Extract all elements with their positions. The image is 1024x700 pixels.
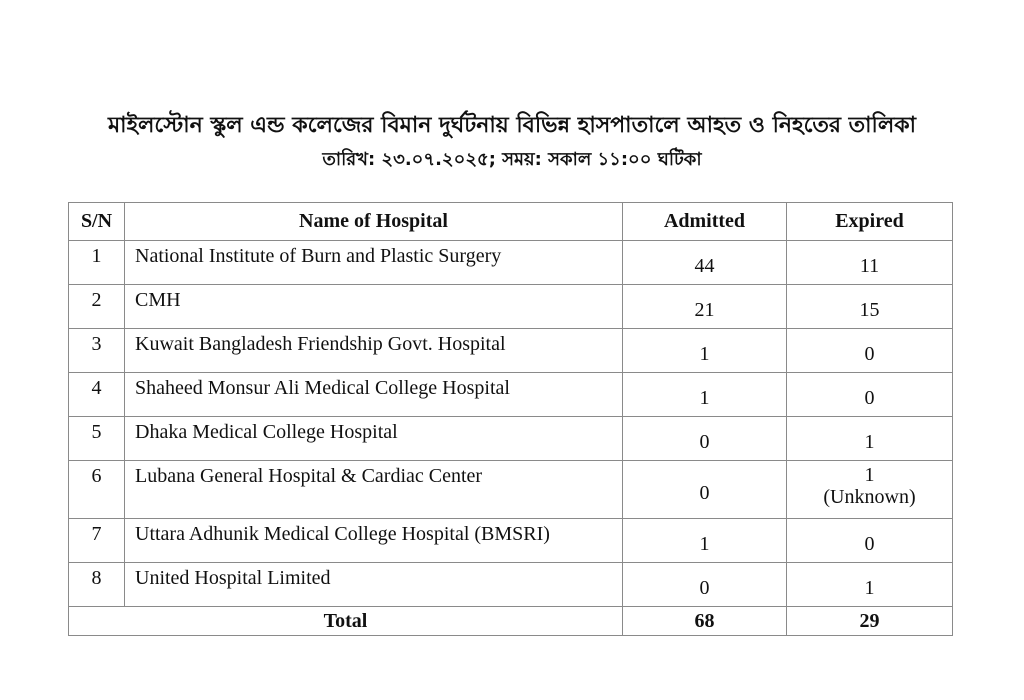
cell-expired: 1 — [787, 563, 953, 607]
cell-expired: 0 — [787, 373, 953, 417]
cell-sn: 1 — [69, 241, 125, 285]
cell-expired: 11 — [787, 241, 953, 285]
total-row — [69, 607, 953, 636]
cell-hospital-name: Lubana General Hospital & Cardiac Center — [125, 461, 623, 519]
cell-hospital-name: National Institute of Burn and Plastic Surgery — [125, 241, 623, 285]
table-row — [69, 417, 953, 461]
table-row — [69, 461, 953, 519]
table-row — [69, 285, 953, 329]
cell-admitted: 44 — [623, 241, 787, 285]
cell-admitted: 21 — [623, 285, 787, 329]
total-expired: 29 — [787, 607, 953, 636]
table-row — [69, 563, 953, 607]
table-row — [69, 519, 953, 563]
cell-sn: 3 — [69, 329, 125, 373]
cell-sn: 2 — [69, 285, 125, 329]
column-header-sn: S/N — [69, 203, 125, 241]
document-date-time: তারিখ: ২৩.০৭.২০২৫; সময়: সকাল ১১:০০ ঘটিকা — [322, 149, 702, 170]
cell-admitted: 1 — [623, 373, 787, 417]
cell-hospital-name: Shaheed Monsur Ali Medical College Hospital — [125, 373, 623, 417]
table-header-row — [69, 203, 953, 241]
cell-sn: 4 — [69, 373, 125, 417]
casualty-table — [68, 202, 953, 636]
cell-admitted: 0 — [623, 563, 787, 607]
total-label: Total — [69, 607, 623, 636]
cell-hospital-name: Kuwait Bangladesh Friendship Govt. Hospital — [125, 329, 623, 373]
cell-expired: 1 — [787, 417, 953, 461]
table-row — [69, 373, 953, 417]
column-header-expired: Expired — [787, 203, 953, 241]
cell-sn: 6 — [69, 461, 125, 519]
total-admitted: 68 — [623, 607, 787, 636]
cell-hospital-name: CMH — [125, 285, 623, 329]
column-header-admitted: Admitted — [623, 203, 787, 241]
cell-sn: 8 — [69, 563, 125, 607]
table-row — [69, 241, 953, 285]
cell-admitted: 0 — [623, 461, 787, 519]
document-title: মাইলস্টোন স্কুল এন্ড কলেজের বিমান দুর্ঘটনায় বিভিন্ন হাসপাতালে আহত ও নিহতের তালিকা — [107, 113, 917, 138]
expired-count: 1 — [864, 464, 875, 486]
cell-admitted: 0 — [623, 417, 787, 461]
expired-note: (Unknown) — [823, 486, 916, 508]
cell-expired: 0 — [787, 519, 953, 563]
cell-hospital-name: Dhaka Medical College Hospital — [125, 417, 623, 461]
table-row — [69, 329, 953, 373]
cell-sn: 7 — [69, 519, 125, 563]
cell-hospital-name: United Hospital Limited — [125, 563, 623, 607]
cell-expired: 0 — [787, 329, 953, 373]
cell-sn: 5 — [69, 417, 125, 461]
cell-expired: 15 — [787, 285, 953, 329]
cell-admitted: 1 — [623, 329, 787, 373]
cell-expired — [787, 461, 953, 519]
cell-admitted: 1 — [623, 519, 787, 563]
cell-hospital-name: Uttara Adhunik Medical College Hospital (BMSRI) — [125, 519, 623, 563]
column-header-hospital: Name of Hospital — [125, 203, 623, 241]
